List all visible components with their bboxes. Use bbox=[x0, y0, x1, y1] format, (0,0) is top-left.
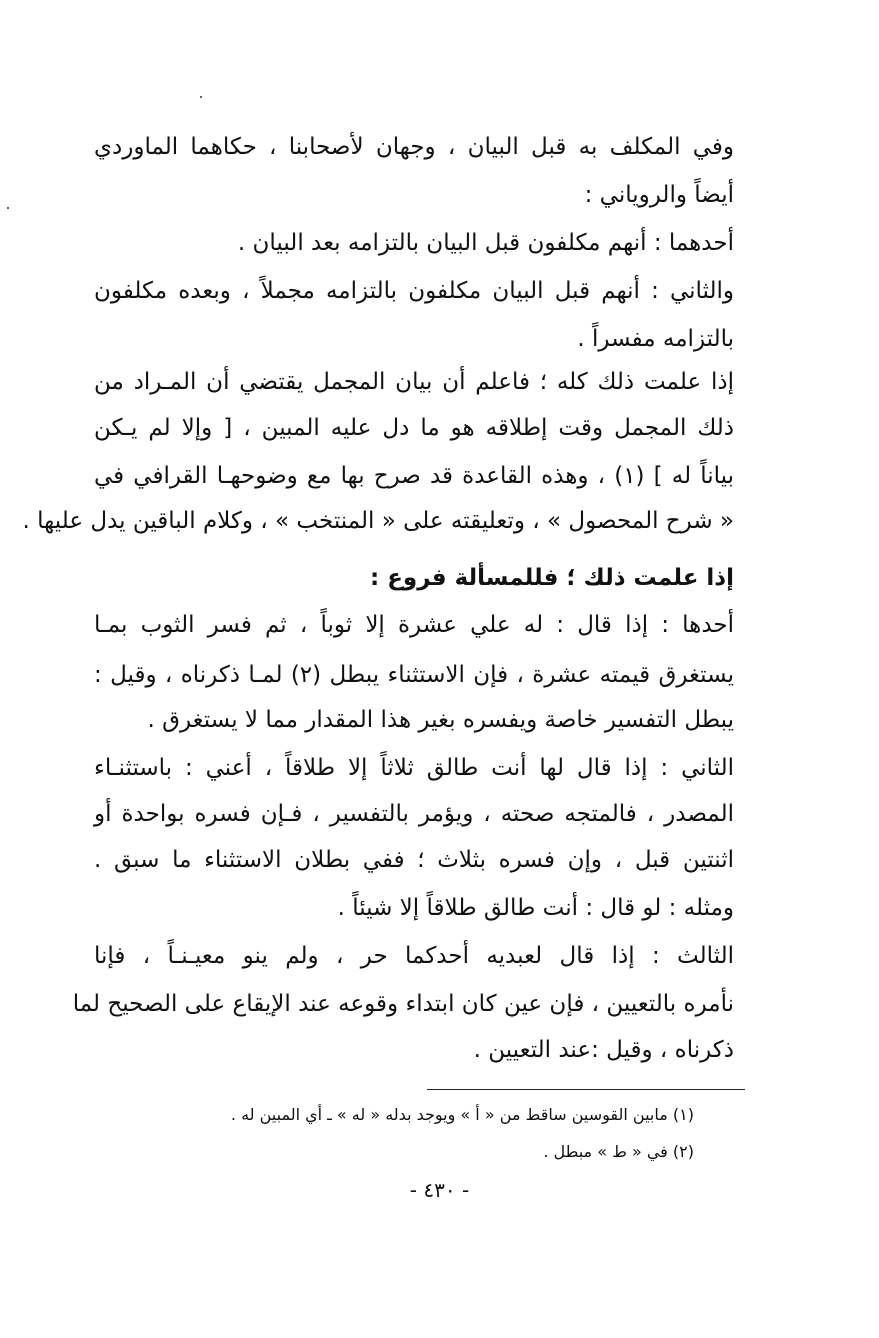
scan-speck bbox=[7, 207, 9, 209]
text-line-6: إذا علمت ذلك كله ؛ فاعلم أن بيان المجمل يقتضي أن المـراد من bbox=[94, 369, 734, 395]
text-line-2: أيضاً والروياني : bbox=[584, 182, 734, 208]
text-line-16: اثنتين قبل ، وإن فسره بثلاث ؛ ففي بطلان الاستثناء ما سبق . bbox=[94, 847, 734, 873]
text-line-17: ومثله : لو قال : أنت طالق طلاقاً إلا شيئاً . bbox=[337, 895, 734, 921]
text-line-19: نأمره بالتعيين ، فإن عين كان ابتداء وقوعه عند الإيقاع على الصحيح لما bbox=[72, 991, 734, 1017]
footnote-2: (٢) في « ط » مبطل . bbox=[543, 1142, 694, 1161]
section-heading: إذا علمت ذلك ؛ فللمسألة فروع : bbox=[370, 565, 734, 591]
text-line-5: بالتزامه مفسراً . bbox=[577, 326, 734, 352]
text-line-20: ذكرناه ، وقيل :عند التعيين . bbox=[473, 1037, 734, 1063]
scan-speck bbox=[200, 96, 202, 98]
text-line-13: يبطل التفسير خاصة ويفسره بغير هذا المقدار مما لا يستغرق . bbox=[147, 707, 734, 733]
text-line-14: الثاني : إذا قال لها أنت طالق ثلاثاً إلا طلاقاً ، أعني : باستثنـاء bbox=[94, 755, 734, 781]
footnote-1: (١) مابين القوسين ساقط من « أ » ويوجد بدله « له » ـ أي المبين له . bbox=[230, 1105, 694, 1124]
text-line-4: والثاني : أنهم قبل البيان مكلفون بالتزامه مجملاً ، وبعده مكلفون bbox=[94, 278, 734, 304]
text-line-18: الثالث : إذا قال لعبديه أحدكما حر ، ولم ينو معيـنـاً ، فإنا bbox=[94, 943, 734, 969]
text-line-3: أحدهما : أنهم مكلفون قبل البيان بالتزامه بعد البيان . bbox=[237, 230, 734, 256]
text-line-12: يستغرق قيمته عشرة ، فإن الاستثناء يبطل (٢) لمـا ذكرناه ، وقيل : bbox=[94, 662, 734, 688]
text-line-11: أحدها : إذا قال : له علي عشرة إلا ثوباً ، ثم فسر الثوب بمـا bbox=[94, 612, 734, 638]
text-line-15: المصدر ، فالمتجه صحته ، ويؤمر بالتفسير ، فـإن فسره بواحدة أو bbox=[94, 801, 734, 827]
text-line-1: وفي المكلف به قبل البيان ، وجهان لأصحابنا ، حكاهما الماوردي bbox=[94, 134, 734, 160]
text-line-9: « شرح المحصول » ، وتعليقته على « المنتخب » ، وكلام الباقين يدل عليها . bbox=[22, 508, 734, 534]
text-line-8: بياناً له ] (١) ، وهذه القاعدة قد صرح بها مع وضوحهـا القرافي في bbox=[94, 463, 734, 489]
text-line-7: ذلك المجمل وقت إطلاقه هو ما دل عليه المبين ، [ وإلا لم يـكن bbox=[94, 415, 734, 441]
footnote-separator bbox=[427, 1089, 745, 1090]
page-number: - ٤٣٠ - bbox=[409, 1178, 470, 1202]
